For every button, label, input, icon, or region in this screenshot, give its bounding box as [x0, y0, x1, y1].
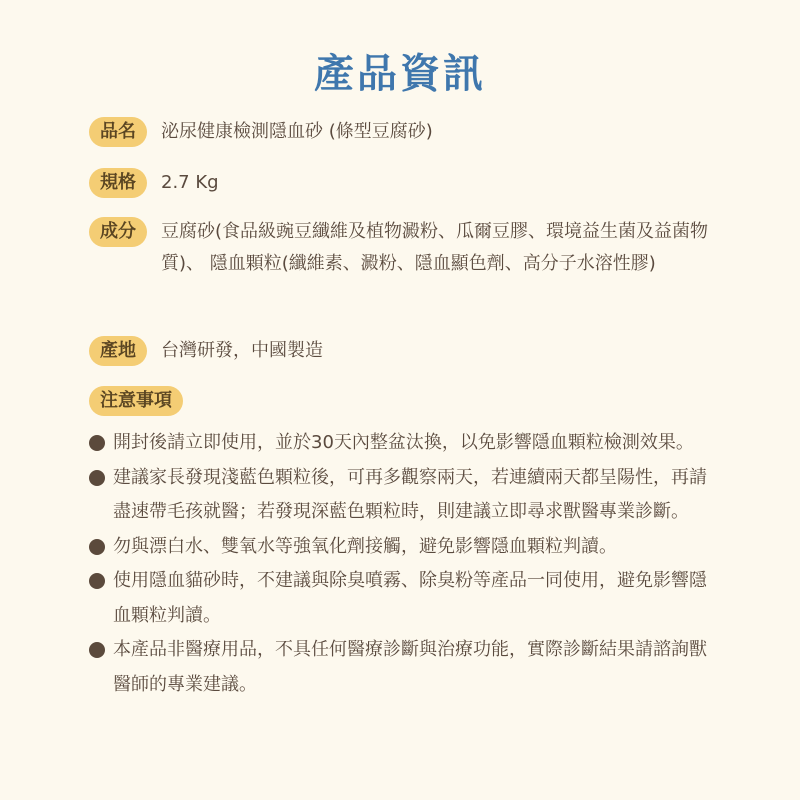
- list-item: [89, 564, 719, 633]
- note-text: 本產品非醫療用品，不具任何醫療診斷與治療功能，實際診斷結果請諮詢獸醫師的專業建議。: [113, 639, 707, 695]
- spec-label-badge: 品名: [89, 117, 147, 147]
- bullet-icon: [89, 573, 105, 589]
- spec-row-origin: [89, 336, 323, 367]
- notes-header: [89, 386, 183, 416]
- list-item: [89, 633, 719, 702]
- spec-row-ingredients: [89, 217, 721, 280]
- notes-list: [89, 426, 719, 702]
- note-text: 勿與漂白水、雙氧水等強氧化劑接觸，避免影響隱血顆粒判讀。: [113, 535, 617, 557]
- spec-row-size: [89, 168, 219, 199]
- bullet-icon: [89, 435, 105, 451]
- list-item: [89, 461, 719, 530]
- notes-label-badge: 注意事項: [89, 386, 183, 416]
- spec-label-badge: 規格: [89, 168, 147, 198]
- spec-value: 豆腐砂(食品級豌豆纖維及植物澱粉、瓜爾豆膠、環境益生菌及益菌物質)、 隱血顆粒(纖維素、澱粉、隱血顯色劑、高分子水溶性膠): [161, 221, 709, 274]
- list-item: [89, 426, 719, 461]
- spec-label-badge: 成分: [89, 217, 147, 247]
- spec-value: 泌尿健康檢測隱血砂 (條型豆腐砂): [161, 121, 433, 142]
- list-item: [89, 530, 719, 565]
- note-text: 開封後請立即使用，並於30天內整盆汰換，以免影響隱血顆粒檢測效果。: [113, 432, 694, 453]
- bullet-icon: [89, 642, 105, 658]
- spec-row-name: [89, 117, 433, 148]
- bullet-icon: [89, 470, 105, 486]
- bullet-icon: [89, 539, 105, 555]
- spec-label-badge: 產地: [89, 336, 147, 366]
- page-title: 產品資訊: [314, 51, 486, 97]
- spec-value: 2.7 Kg: [161, 172, 219, 193]
- note-text: 使用隱血貓砂時，不建議與除臭噴霧、除臭粉等產品一同使用，避免影響隱血顆粒判讀。: [113, 570, 707, 626]
- note-text: 建議家長發現淺藍色顆粒後，可再多觀察兩天，若連續兩天都呈陽性，再請盡速帶毛孩就醫；若發現深藍色顆粒時，則建議立即尋求獸醫專業診斷。: [113, 466, 707, 522]
- spec-value: 台灣研發，中國製造: [161, 340, 323, 361]
